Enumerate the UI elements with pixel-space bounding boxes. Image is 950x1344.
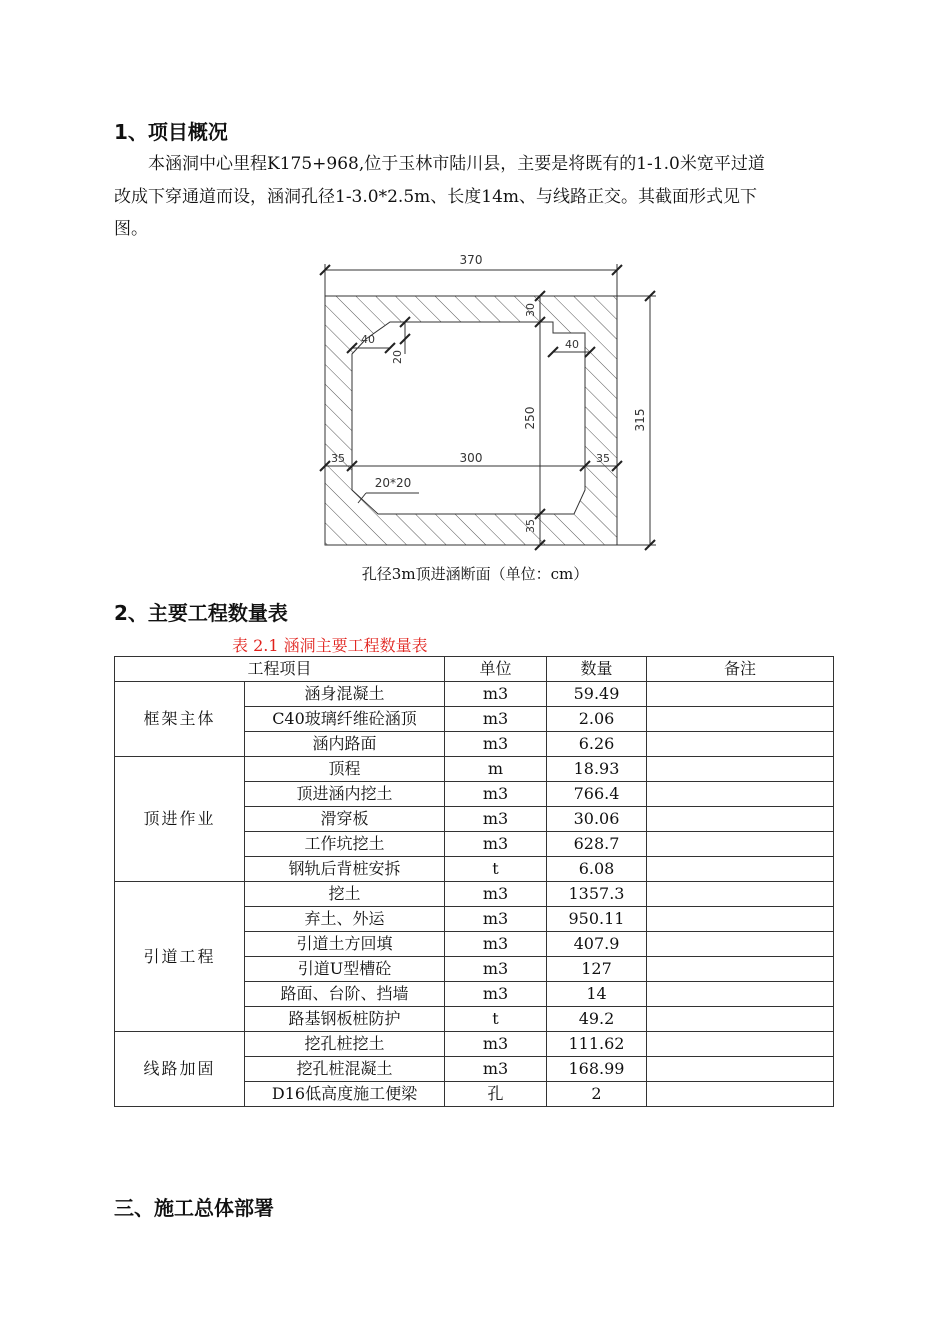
unit-cell: m3 <box>445 682 547 707</box>
unit-cell: m3 <box>445 1057 547 1082</box>
unit-cell: m3 <box>445 982 547 1007</box>
item-cell: 弃土、外运 <box>245 907 445 932</box>
unit-cell: m3 <box>445 707 547 732</box>
unit-cell: m3 <box>445 907 547 932</box>
qty-cell: 407.9 <box>547 932 647 957</box>
table-caption: 表 2.1 涵洞主要工程数量表 <box>232 636 428 655</box>
qty-cell: 2 <box>547 1082 647 1107</box>
note-cell <box>647 1082 834 1107</box>
item-cell: 工作坑挖土 <box>245 832 445 857</box>
item-cell: 顶进涵内挖土 <box>245 782 445 807</box>
header-item: 工程项目 <box>115 657 445 682</box>
unit-cell: m3 <box>445 832 547 857</box>
note-cell <box>647 732 834 757</box>
item-cell: 引道土方回填 <box>245 932 445 957</box>
qty-cell: 6.08 <box>547 857 647 882</box>
qty-cell: 18.93 <box>547 757 647 782</box>
note-cell <box>647 707 834 732</box>
dim-inner-height: 250 <box>523 406 537 430</box>
note-cell <box>647 932 834 957</box>
item-cell: 钢轨后背桩安拆 <box>245 857 445 882</box>
item-cell: 路面、台阶、挡墙 <box>245 982 445 1007</box>
group-name-cell: 框架主体 <box>115 682 245 757</box>
unit-cell: m <box>445 757 547 782</box>
dim-haunch-right: 40 <box>565 338 579 351</box>
table-row <box>115 882 834 907</box>
note-cell <box>647 682 834 707</box>
unit-cell: t <box>445 1007 547 1032</box>
table-row <box>115 757 834 782</box>
unit-cell: m3 <box>445 882 547 907</box>
item-cell: 挖孔桩挖土 <box>245 1032 445 1057</box>
item-cell: D16低高度施工便梁 <box>245 1082 445 1107</box>
header-unit: 单位 <box>445 657 547 682</box>
note-cell <box>647 907 834 932</box>
quantity-table <box>114 656 834 1107</box>
qty-cell: 59.49 <box>547 682 647 707</box>
table-row <box>115 682 834 707</box>
qty-cell: 111.62 <box>547 1032 647 1057</box>
unit-cell: m3 <box>445 782 547 807</box>
note-cell <box>647 982 834 1007</box>
item-cell: 引道U型槽砼 <box>245 957 445 982</box>
qty-cell: 766.4 <box>547 782 647 807</box>
group-name-cell: 顶进作业 <box>115 757 245 882</box>
dim-bottom-haunch: 20*20 <box>374 476 412 490</box>
note-cell <box>647 1057 834 1082</box>
unit-cell: m3 <box>445 932 547 957</box>
note-cell <box>647 882 834 907</box>
dim-haunch-left: 40 <box>361 333 375 346</box>
dim-wall-left: 35 <box>331 452 345 465</box>
item-cell: 挖土 <box>245 882 445 907</box>
qty-cell: 14 <box>547 982 647 1007</box>
header-qty: 数量 <box>547 657 647 682</box>
item-cell: C40玻璃纤维砼涵顶 <box>245 707 445 732</box>
unit-cell: t <box>445 857 547 882</box>
item-cell: 路基钢板桩防护 <box>245 1007 445 1032</box>
qty-cell: 6.26 <box>547 732 647 757</box>
qty-cell: 950.11 <box>547 907 647 932</box>
unit-cell: m3 <box>445 1032 547 1057</box>
dim-top-slab: 30 <box>524 303 537 317</box>
item-cell: 顶程 <box>245 757 445 782</box>
qty-cell: 2.06 <box>547 707 647 732</box>
item-cell: 滑穿板 <box>245 807 445 832</box>
dim-wall-right: 35 <box>596 452 610 465</box>
note-cell <box>647 857 834 882</box>
item-cell: 涵内路面 <box>245 732 445 757</box>
unit-cell: m3 <box>445 957 547 982</box>
qty-cell: 1357.3 <box>547 882 647 907</box>
group-name-cell: 线路加固 <box>115 1032 245 1107</box>
header-note: 备注 <box>647 657 834 682</box>
note-cell <box>647 1007 834 1032</box>
para-line-1: 本涵洞中心里程K175+968,位于玉林市陆川县，主要是将既有的1-1.0米宽平过道 <box>148 154 765 174</box>
group-name-cell: 引道工程 <box>115 882 245 1032</box>
qty-cell: 49.2 <box>547 1007 647 1032</box>
unit-cell: 孔 <box>445 1082 547 1107</box>
item-cell: 挖孔桩混凝土 <box>245 1057 445 1082</box>
section-3-heading: 三、施工总体部署 <box>114 1196 274 1220</box>
culvert-cross-section-drawing <box>0 0 950 600</box>
qty-cell: 127 <box>547 957 647 982</box>
note-cell <box>647 957 834 982</box>
unit-cell: m3 <box>445 732 547 757</box>
para-line-3: 图。 <box>114 219 148 239</box>
para-line-2: 改成下穿通道而设，涵洞孔径1-3.0*2.5m、长度14m、与线路正交。其截面形式见下 <box>114 187 758 207</box>
table-header-row <box>115 657 834 682</box>
table-row <box>115 1032 834 1057</box>
dim-inner-width: 300 <box>459 451 483 465</box>
dim-right-height: 315 <box>633 408 647 432</box>
note-cell <box>647 807 834 832</box>
note-cell <box>647 832 834 857</box>
unit-cell: m3 <box>445 807 547 832</box>
section-2-heading: 2、主要工程数量表 <box>114 601 288 625</box>
dim-haunch-height: 20 <box>391 350 404 364</box>
qty-cell: 168.99 <box>547 1057 647 1082</box>
drawing-caption: 孔径3m顶进涵断面（单位：cm） <box>361 565 589 583</box>
dim-top-width: 370 <box>459 253 483 267</box>
section-1-heading: 1、项目概况 <box>114 120 228 144</box>
note-cell <box>647 1032 834 1057</box>
qty-cell: 628.7 <box>547 832 647 857</box>
note-cell <box>647 782 834 807</box>
dim-bottom-slab: 35 <box>524 519 537 533</box>
item-cell: 涵身混凝土 <box>245 682 445 707</box>
note-cell <box>647 757 834 782</box>
qty-cell: 30.06 <box>547 807 647 832</box>
